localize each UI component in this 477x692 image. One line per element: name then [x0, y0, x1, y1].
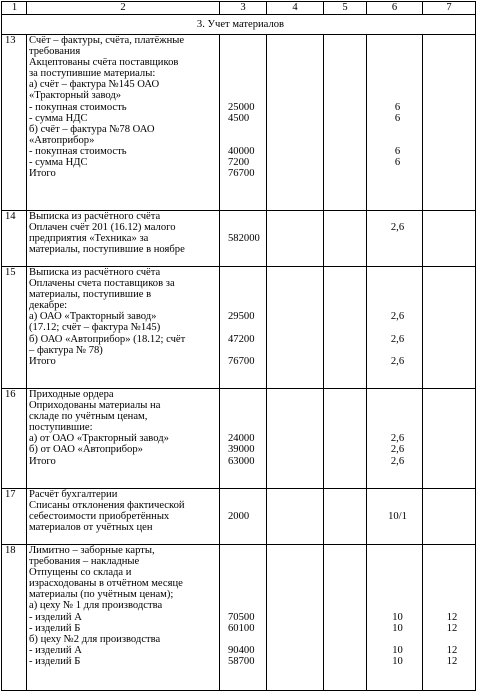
entry-col4: [267, 211, 324, 267]
section-row: [2, 15, 476, 35]
col7-line: [431, 545, 473, 556]
description-line: - сумма НДС: [29, 112, 88, 124]
col6-line: 10: [392, 611, 403, 623]
col6-line: [375, 322, 420, 333]
entry-number: 16: [2, 389, 27, 489]
description-line: поступившие:: [29, 422, 93, 434]
entry-row: [2, 35, 476, 211]
col6-line: [375, 567, 420, 578]
header-cell-3: 3: [220, 2, 267, 15]
description-line: «Тракторный завод»: [29, 90, 122, 102]
col6-line: 2,6: [390, 355, 405, 367]
description-line: б) ОАО «Автоприбор» (18.12; счёт: [29, 333, 186, 345]
amount-line: [228, 124, 264, 135]
description-line: материалов от учётных цен: [29, 522, 153, 534]
entry-description: [27, 389, 220, 489]
amount-line: [228, 300, 264, 311]
entry-col7: [423, 489, 476, 545]
accounting-document: [1, 1, 475, 691]
entry-description: [27, 545, 220, 691]
description-line: «Автоприбор»: [29, 134, 95, 146]
entry-amount: [220, 545, 267, 691]
amount-line: 25000: [228, 101, 255, 113]
entry-col6: [367, 267, 423, 389]
col6-line: 6: [394, 157, 401, 169]
col6-line: [375, 345, 420, 356]
entry-description: [27, 489, 220, 545]
entry-col6: [367, 35, 423, 211]
amount-line: [228, 489, 264, 500]
amount-line: [228, 244, 264, 255]
header-cell-4: 4: [267, 2, 324, 15]
amount-line: [228, 278, 264, 289]
entry-row: [2, 389, 476, 489]
col6-line: [375, 233, 420, 244]
description-line: материалы (по учётным ценам);: [29, 589, 174, 601]
amount-line: [228, 68, 264, 79]
col6-line: [375, 389, 420, 400]
amount-line: [228, 589, 264, 600]
col6-line: [375, 400, 420, 411]
col6-line: [375, 556, 420, 567]
col7-line: [431, 556, 473, 567]
description-line: б) от ОАО «Автоприбор»: [29, 444, 143, 456]
col6-line: [375, 267, 420, 278]
col6-line: 2,6: [390, 455, 405, 467]
col7-line: 12: [446, 644, 458, 656]
description-line: - покупная стоимость: [29, 101, 127, 113]
col6-line: 10: [392, 655, 403, 667]
description-line: требования – накладные: [29, 556, 140, 568]
entry-col7: [423, 545, 476, 691]
description-line: Списаны отклонения фактической: [29, 500, 185, 512]
entry-number: 15: [2, 267, 27, 389]
entry-amount: [220, 267, 267, 389]
description-line: а) цеху № 1 для производства: [29, 600, 163, 612]
col6-line: [375, 135, 420, 146]
header-row: [2, 2, 476, 15]
description-line: а) от ОАО «Тракторный завод»: [29, 433, 169, 445]
amount-line: 2000: [228, 511, 250, 523]
col6-line: 6: [394, 112, 401, 124]
description-line: (17.12; счёт – фактура №145): [29, 322, 161, 334]
description-line: - покупная стоимость: [29, 145, 127, 157]
entry-col6: [367, 211, 423, 267]
col6-line: 6: [394, 145, 401, 157]
description-line: Счёт – фактуры, счёта, платёжные: [29, 35, 185, 46]
col6-line: 6: [394, 101, 401, 113]
amount-line: [228, 634, 264, 645]
entry-col5: [324, 389, 367, 489]
description-line: б) цеху №2 для производства: [29, 633, 161, 645]
amount-line: 24000: [228, 433, 255, 445]
description-line: а) счёт – фактура №145 ОАО: [29, 79, 160, 91]
col6-line: 2,6: [390, 433, 405, 445]
col7-line: [431, 589, 473, 600]
description-line: материалы, поступившие в ноябре: [29, 244, 185, 256]
description-line: за поступившие материалы:: [29, 68, 156, 80]
col6-line: [375, 57, 420, 68]
description-line: Итого: [29, 455, 56, 467]
col6-line: 2,6: [390, 311, 405, 323]
col7-line: [431, 578, 473, 589]
entry-col4: [267, 389, 324, 489]
entry-number: 18: [2, 545, 27, 691]
amount-line: [228, 35, 264, 46]
amount-line: 29500: [228, 311, 255, 323]
amount-line: 39000: [228, 444, 255, 456]
col6-line: [375, 35, 420, 46]
entry-col7: [423, 267, 476, 389]
amount-line: 60100: [228, 622, 255, 634]
description-line: декабре:: [29, 300, 68, 312]
entry-col7: [423, 389, 476, 489]
col6-line: 2,6: [390, 222, 405, 234]
entry-amount: [220, 35, 267, 211]
col6-line: [375, 124, 420, 135]
amount-line: [228, 500, 264, 511]
amount-line: [228, 389, 264, 400]
entry-col4: [267, 489, 324, 545]
amount-line: [228, 567, 264, 578]
col6-line: [375, 244, 420, 255]
entry-col4: [267, 267, 324, 389]
amount-line: [228, 135, 264, 146]
header-cell-7: 7: [423, 2, 476, 15]
entry-description: [27, 267, 220, 389]
description-line: Оплачен счёт 201 (16.12) малого: [29, 222, 176, 234]
header-cell-1: 1: [2, 2, 27, 15]
description-line: - изделий А: [29, 611, 82, 623]
amount-line: [228, 57, 264, 68]
col6-line: [375, 589, 420, 600]
col6-line: [375, 545, 420, 556]
amount-line: 58700: [228, 655, 255, 667]
col7-line: [431, 600, 473, 611]
description-line: Оплачены счета поставщиков за: [29, 278, 175, 290]
description-line: Итого: [29, 355, 56, 367]
col6-line: [375, 289, 420, 300]
entry-col5: [324, 267, 367, 389]
description-line: - сумма НДС: [29, 157, 88, 169]
description-line: Выписка из расчётного счёта: [29, 211, 161, 222]
col6-line: [375, 211, 420, 222]
amount-line: [228, 46, 264, 57]
amount-line: [228, 90, 264, 101]
col6-line: [375, 300, 420, 311]
entry-col4: [267, 545, 324, 691]
amount-line: [228, 79, 264, 90]
col7-line: 12: [446, 611, 458, 623]
description-line: а) ОАО «Тракторный завод»: [29, 311, 157, 323]
col6-line: [375, 578, 420, 589]
amount-line: 63000: [228, 455, 255, 467]
amount-line: [228, 322, 264, 333]
description-line: Отпущены со склада и: [29, 567, 132, 579]
amount-line: [228, 211, 264, 222]
entry-col5: [324, 35, 367, 211]
entry-col5: [324, 545, 367, 691]
description-line: себестоимости приобретённых: [29, 511, 170, 523]
description-line: Приходные ордера: [29, 389, 114, 400]
header-cell-2: 2: [27, 2, 220, 15]
entry-row: [2, 489, 476, 545]
description-line: Расчёт бухгалтерии: [29, 489, 118, 500]
entry-row: [2, 267, 476, 389]
col6-line: [375, 90, 420, 101]
entry-col7: [423, 35, 476, 211]
entry-amount: [220, 489, 267, 545]
amount-line: 582000: [228, 233, 260, 245]
description-line: израсходованы в отчётном месяце: [29, 578, 183, 590]
entry-amount: [220, 211, 267, 267]
description-line: - изделий Б: [29, 622, 81, 634]
amount-line: 76700: [228, 168, 255, 180]
entry-number: 13: [2, 35, 27, 211]
description-line: Акцептованы счёта поставщиков: [29, 57, 179, 69]
entry-amount: [220, 389, 267, 489]
col7-line: [431, 634, 473, 645]
amount-line: 90400: [228, 644, 255, 656]
entry-description: [27, 211, 220, 267]
section-title: 3. Учет материалов: [2, 15, 476, 35]
amount-line: [228, 556, 264, 567]
description-line: Оприходованы материалы на: [29, 400, 161, 412]
amount-line: [228, 422, 264, 433]
header-cell-5: 5: [324, 2, 367, 15]
amount-line: 47200: [228, 333, 255, 345]
col6-line: 10: [392, 622, 403, 634]
col6-line: [375, 634, 420, 645]
entry-row: [2, 211, 476, 267]
amount-line: 70500: [228, 611, 255, 623]
entry-col5: [324, 489, 367, 545]
description-line: складе по учётным ценам,: [29, 411, 148, 423]
entry-col7: [423, 211, 476, 267]
amount-line: 4500: [228, 112, 250, 124]
col6-line: [375, 278, 420, 289]
col6-line: [375, 168, 420, 179]
entry-col5: [324, 211, 367, 267]
amount-line: 40000: [228, 145, 255, 157]
amount-line: [228, 411, 264, 422]
description-line: б) счёт – фактура №78 ОАО: [29, 123, 155, 135]
col6-line: 2,6: [390, 444, 405, 456]
description-line: - изделий Б: [29, 655, 81, 667]
col6-line: [375, 422, 420, 433]
description-line: материалы, поступившие в: [29, 289, 152, 301]
amount-line: [228, 222, 264, 233]
amount-line: [228, 578, 264, 589]
amount-line: [228, 345, 264, 356]
col6-line: 2,6: [390, 333, 405, 345]
amount-line: 76700: [228, 355, 255, 367]
col6-line: [375, 500, 420, 511]
entry-row: [2, 545, 476, 691]
amount-line: 7200: [228, 157, 250, 169]
amount-line: [228, 545, 264, 556]
entry-description: [27, 35, 220, 211]
col6-line: [375, 522, 420, 533]
description-line: требования: [29, 46, 81, 58]
description-line: - изделий А: [29, 644, 82, 656]
col7-line: [431, 567, 473, 578]
description-line: Итого: [29, 168, 56, 180]
entry-number: 14: [2, 211, 27, 267]
description-line: – фактура № 78): [29, 344, 103, 356]
col6-line: 10/1: [388, 511, 407, 523]
col7-line: 12: [446, 655, 458, 667]
description-line: Лимитно – заборные карты,: [29, 545, 155, 556]
entry-col6: [367, 389, 423, 489]
amount-line: [228, 600, 264, 611]
col7-line: 12: [446, 622, 458, 634]
entry-col4: [267, 35, 324, 211]
amount-line: [228, 267, 264, 278]
col6-line: [375, 600, 420, 611]
amount-line: [228, 400, 264, 411]
entry-col6: [367, 545, 423, 691]
header-cell-6: 6: [367, 2, 423, 15]
col6-line: [375, 68, 420, 79]
description-line: Выписка из расчётного счёта: [29, 267, 161, 278]
col6-line: [375, 79, 420, 90]
col6-line: [375, 411, 420, 422]
entry-col6: [367, 489, 423, 545]
col6-line: 10: [392, 644, 403, 656]
entries-table: [1, 1, 476, 691]
amount-line: [228, 289, 264, 300]
col6-line: [375, 489, 420, 500]
col6-line: [375, 46, 420, 57]
amount-line: [228, 522, 264, 533]
entry-number: 17: [2, 489, 27, 545]
description-line: предприятия «Техника» за: [29, 233, 149, 245]
